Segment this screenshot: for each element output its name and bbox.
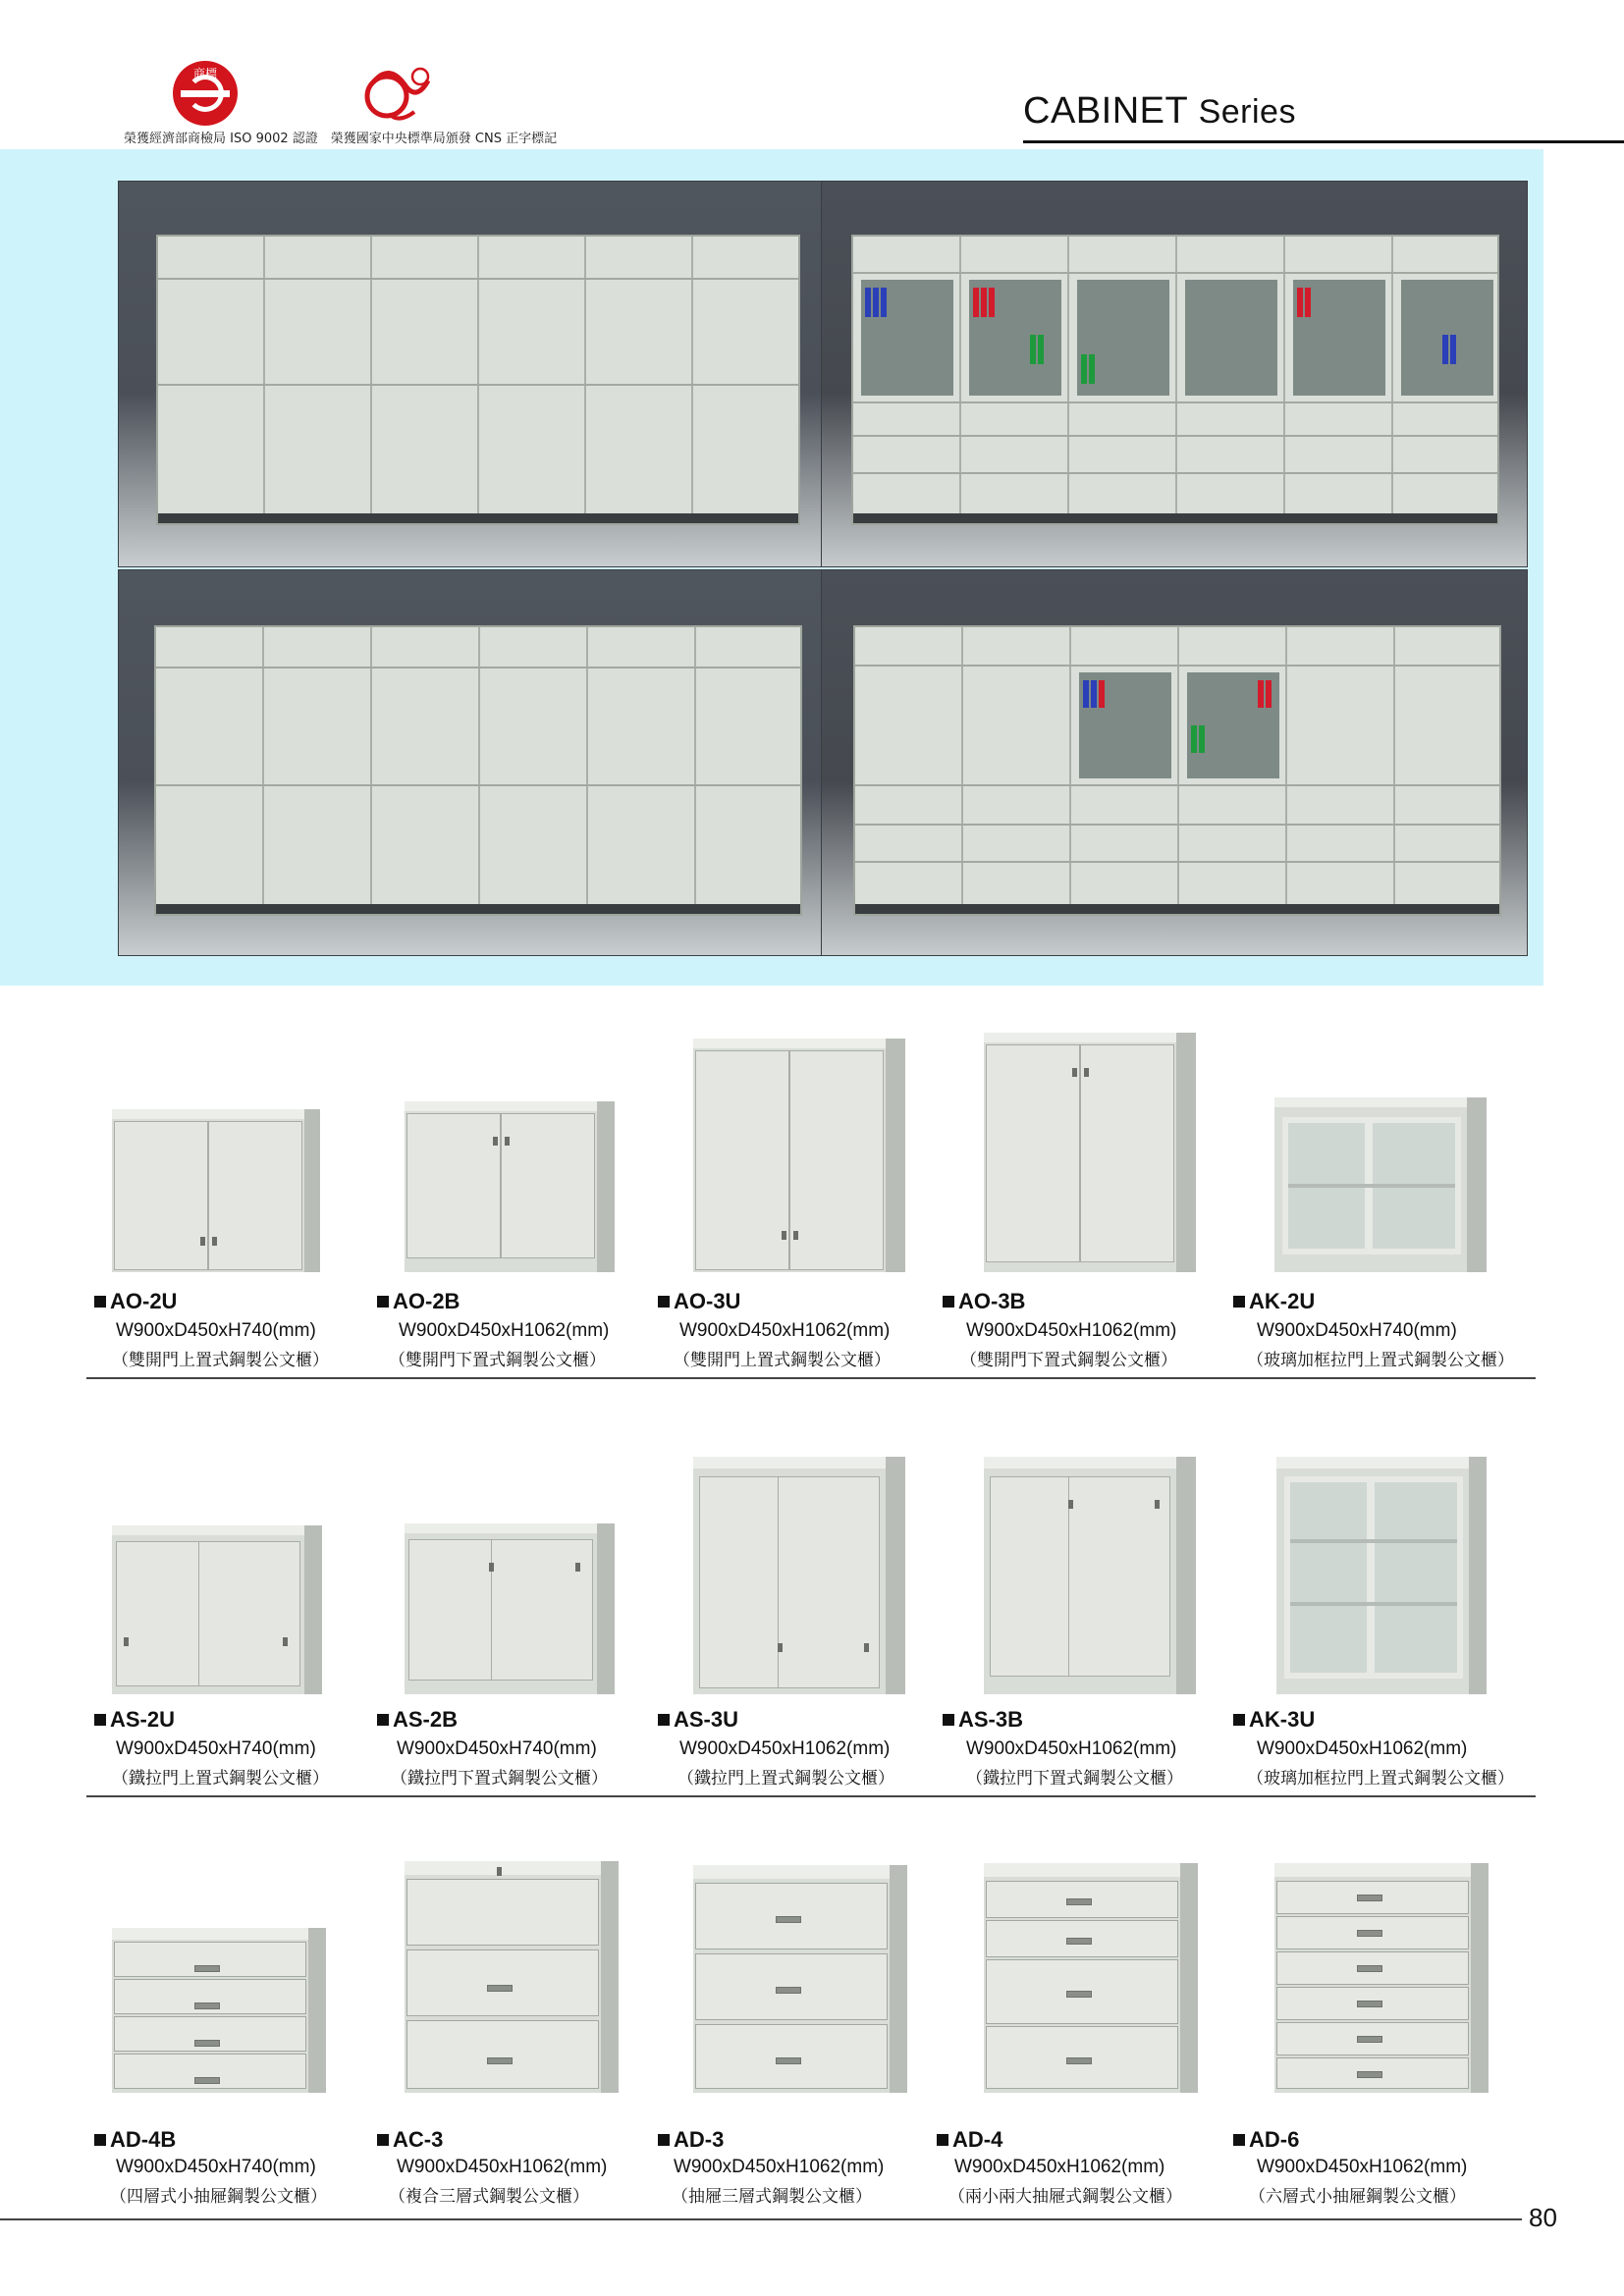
product-image-as-2u	[110, 1525, 324, 1696]
product-dimensions: W900xD450xH740(mm)	[116, 1320, 316, 1341]
product-dimensions: W900xD450xH1062(mm)	[679, 1320, 891, 1341]
product-code: AO-2U	[94, 1289, 177, 1314]
product-image-ad-4	[982, 1863, 1200, 2095]
product-description: （玻璃加框拉門上置式鋼製公文櫃）	[1247, 1769, 1514, 1789]
product-image-ad-6	[1272, 1863, 1490, 2095]
product-description: （雙開門上置式鋼製公文櫃）	[674, 1351, 891, 1370]
page-number: 80	[1529, 2203, 1557, 2232]
product-image-as-2b	[403, 1523, 617, 1696]
product-code: AD-3	[658, 2127, 724, 2153]
row-divider	[86, 1377, 1536, 1379]
showcase-photo-sliding-wall	[118, 569, 823, 956]
product-code: AS-2U	[94, 1707, 175, 1733]
product-dimensions: W900xD450xH1062(mm)	[966, 1320, 1177, 1341]
product-image-ak-3u	[1274, 1457, 1489, 1696]
product-description: （四層式小抽屜鋼製公文櫃）	[110, 2187, 327, 2207]
product-description: （雙開門上置式鋼製公文櫃）	[112, 1351, 329, 1370]
product-code: AO-3B	[943, 1289, 1025, 1314]
product-dimensions: W900xD450xH1062(mm)	[1257, 1738, 1468, 1759]
product-description: （鐵拉門下置式鋼製公文櫃）	[966, 1769, 1183, 1789]
showcase-photo-glass-drawer-wall	[821, 181, 1528, 567]
product-code: AK-3U	[1233, 1707, 1315, 1733]
product-code: AD-4	[937, 2127, 1002, 2153]
product-description: （鐵拉門下置式鋼製公文櫃）	[391, 1769, 608, 1789]
product-dimensions: W900xD450xH1062(mm)	[397, 2157, 608, 2177]
product-image-ak-2u	[1272, 1097, 1489, 1274]
product-dimensions: W900xD450xH740(mm)	[116, 2157, 316, 2177]
product-dimensions: W900xD450xH1062(mm)	[674, 2157, 885, 2177]
product-code: AD-4B	[94, 2127, 176, 2153]
title-rule	[1023, 140, 1624, 143]
product-code: AS-2B	[377, 1707, 458, 1733]
product-image-ad-3	[691, 1865, 909, 2095]
product-description: （鐵拉門上置式鋼製公文櫃）	[112, 1769, 329, 1789]
product-dimensions: W900xD450xH1062(mm)	[399, 1320, 610, 1341]
product-description: （兩小兩大抽屜式鋼製公文櫃）	[948, 2187, 1182, 2207]
product-description: （玻璃加框拉門上置式鋼製公文櫃）	[1247, 1351, 1514, 1370]
product-code: AO-3U	[658, 1289, 740, 1314]
product-dimensions: W900xD450xH1062(mm)	[954, 2157, 1165, 2177]
series-title-main: CABINET	[1023, 90, 1188, 132]
product-description: （複合三層式鋼製公文櫃）	[389, 2187, 589, 2207]
product-code: AC-3	[377, 2127, 443, 2153]
product-description: （雙開門下置式鋼製公文櫃）	[389, 1351, 606, 1370]
product-image-as-3u	[691, 1457, 907, 1696]
showcase-photo-door-wall	[118, 181, 823, 567]
series-title	[1023, 90, 1296, 133]
product-image-ao-2b	[403, 1101, 617, 1274]
product-dimensions: W900xD450xH740(mm)	[397, 1738, 597, 1759]
page-footer-rule	[0, 2218, 1522, 2220]
product-code: AO-2B	[377, 1289, 460, 1314]
product-dimensions: W900xD450xH1062(mm)	[966, 1738, 1177, 1759]
product-image-ao-3b	[982, 1033, 1198, 1274]
product-code: AK-2U	[1233, 1289, 1315, 1314]
series-title-sub: Series	[1198, 93, 1296, 131]
product-dimensions: W900xD450xH1062(mm)	[1257, 2157, 1468, 2177]
product-dimensions: W900xD450xH740(mm)	[116, 1738, 316, 1759]
product-image-ad-4b	[110, 1928, 328, 2095]
product-code: AS-3B	[943, 1707, 1023, 1733]
product-description: （雙開門下置式鋼製公文櫃）	[960, 1351, 1177, 1370]
row-divider	[86, 1795, 1536, 1797]
cns-mark-logo	[359, 63, 436, 126]
logo-text: 商標	[192, 67, 217, 80]
product-image-ac-3	[403, 1861, 621, 2095]
product-description: （六層式小抽屜鋼製公文櫃）	[1249, 2187, 1466, 2207]
showcase-photo-mixed-wall	[821, 569, 1528, 956]
product-dimensions: W900xD450xH1062(mm)	[679, 1738, 891, 1759]
certification-text: 榮獲經濟部商檢局 ISO 9002 認證 榮獲國家中央標準局頒發 CNS 正字標記	[124, 132, 558, 146]
product-code: AD-6	[1233, 2127, 1299, 2153]
iso-certification-logo	[173, 61, 238, 126]
product-image-ao-2u	[110, 1109, 322, 1274]
product-image-ao-3u	[691, 1039, 907, 1274]
product-description: （抽屜三層式鋼製公文櫃）	[672, 2187, 872, 2207]
product-description: （鐵拉門上置式鋼製公文櫃）	[677, 1769, 894, 1789]
product-code: AS-3U	[658, 1707, 738, 1733]
product-dimensions: W900xD450xH740(mm)	[1257, 1320, 1457, 1341]
product-image-as-3b	[982, 1457, 1198, 1696]
